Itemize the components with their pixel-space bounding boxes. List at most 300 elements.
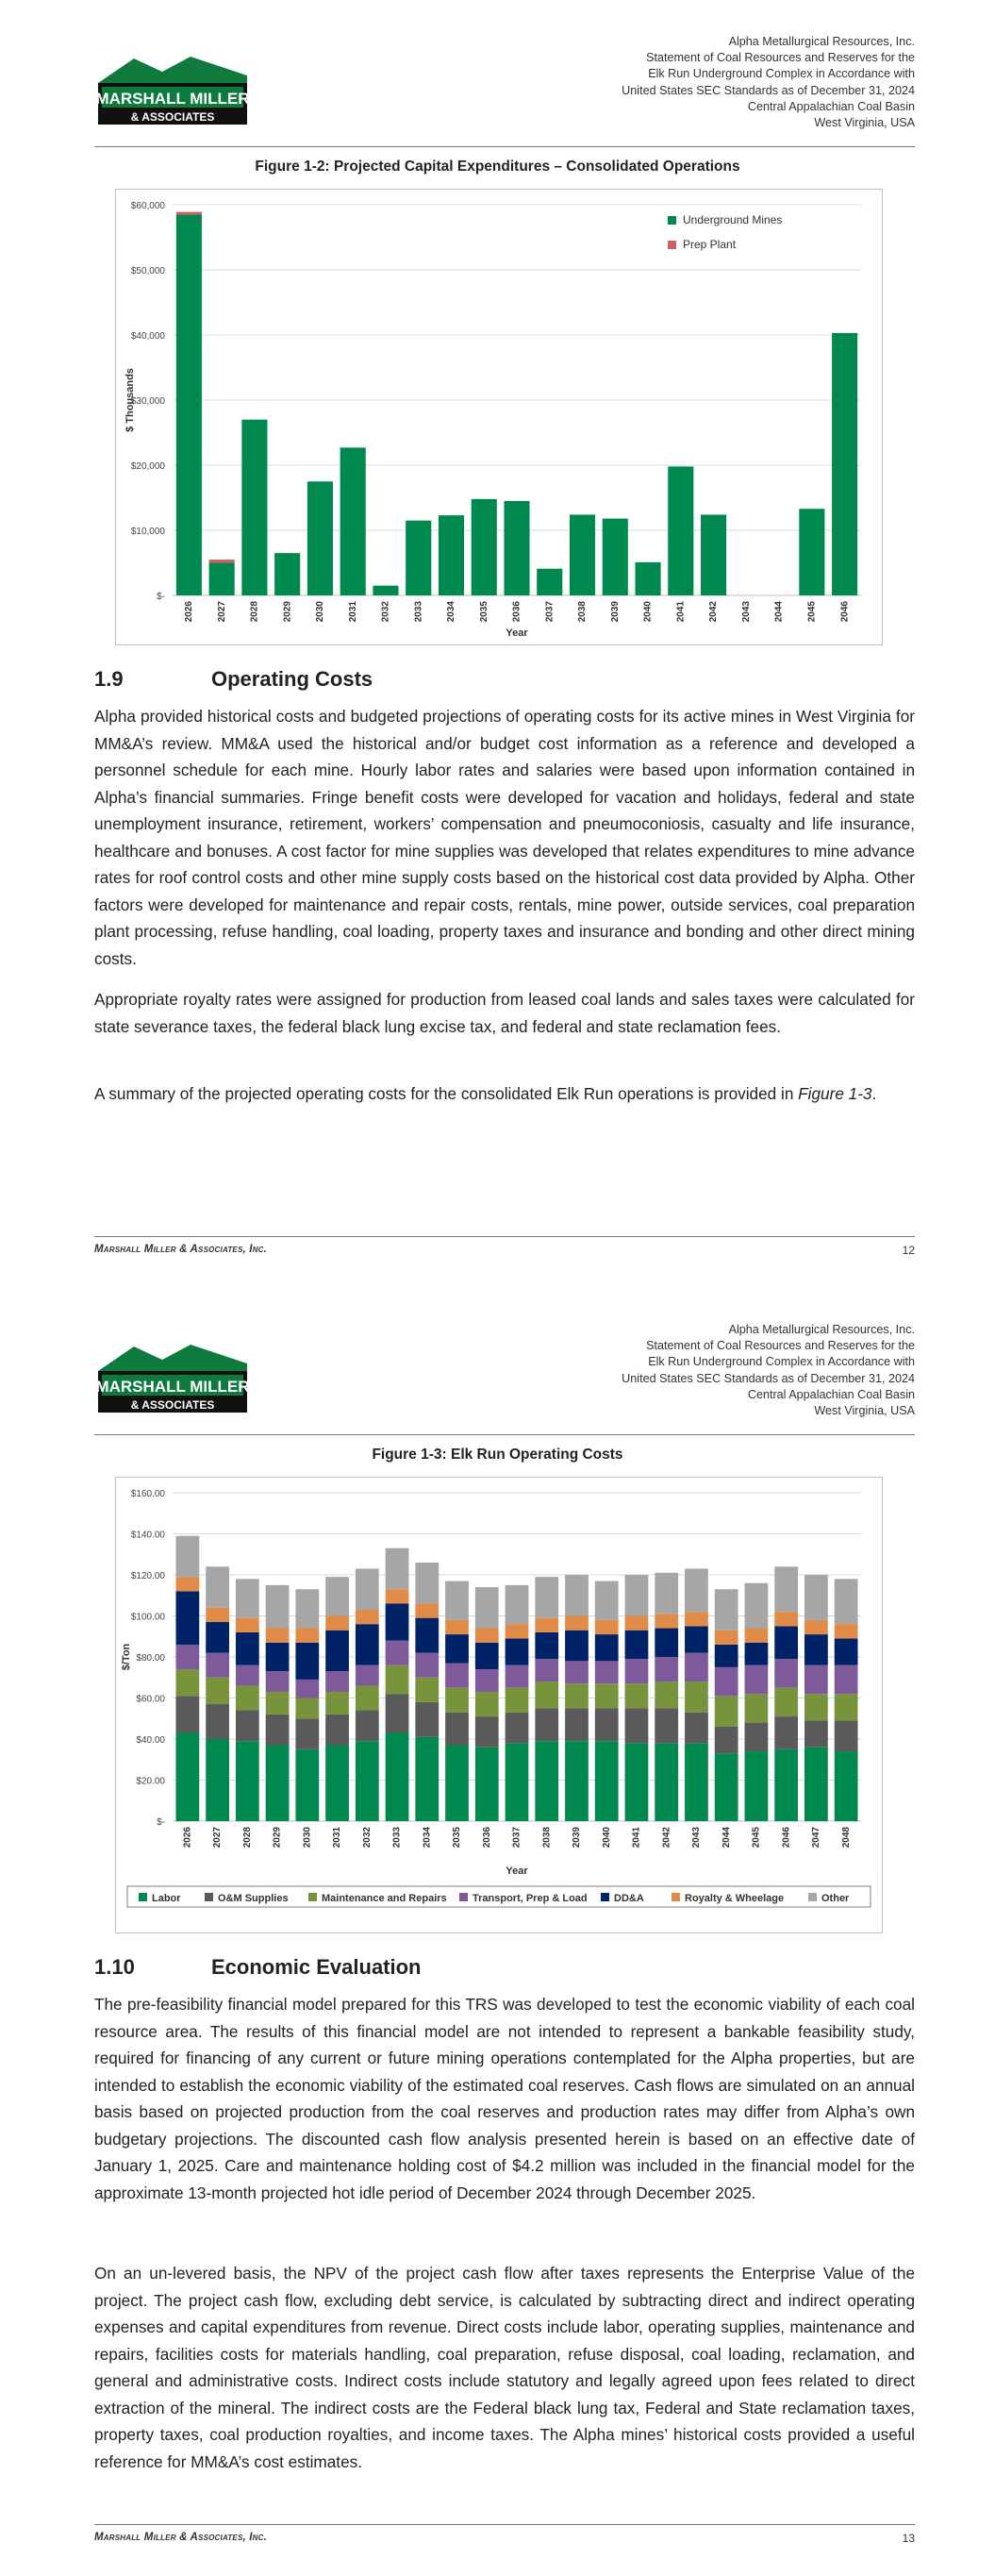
header-line: Alpha Metallurgical Resources, Inc. — [728, 35, 915, 48]
y-tick-label: $140.00 — [130, 1530, 165, 1541]
bar-segment — [386, 1665, 409, 1694]
bar-segment — [715, 1727, 738, 1753]
bar-segment — [295, 1680, 319, 1698]
bar-segment — [206, 1704, 229, 1739]
bar-segment — [804, 1748, 828, 1821]
x-tick-label: 2046 — [781, 1827, 792, 1848]
bar-segment — [236, 1741, 259, 1821]
bar-segment — [415, 1737, 439, 1821]
bar-segment — [340, 447, 366, 595]
bar-segment — [415, 1603, 439, 1617]
x-tick-label: 2036 — [481, 1827, 492, 1848]
header-divider — [94, 1434, 915, 1435]
legend-swatch — [205, 1893, 213, 1901]
legend-label: Labor — [152, 1893, 181, 1904]
bar-segment — [386, 1641, 409, 1665]
bar-segment — [745, 1694, 769, 1722]
bar-segment — [595, 1708, 619, 1741]
bar-segment — [356, 1711, 379, 1742]
x-tick-label: 2044 — [773, 601, 785, 623]
header-line: Statement of Coal Resources and Reserves for the — [646, 51, 915, 65]
x-tick-label: 2034 — [446, 601, 457, 623]
bar-segment — [535, 1708, 558, 1741]
bar-segment — [595, 1581, 619, 1620]
bar-segment — [715, 1753, 738, 1821]
x-tick-label: 2047 — [811, 1827, 822, 1848]
y-tick-label: $160.00 — [130, 1489, 165, 1499]
bar-segment — [295, 1643, 319, 1680]
bar-segment — [236, 1711, 259, 1742]
bar-segment — [745, 1629, 769, 1643]
bar-segment — [715, 1589, 738, 1631]
bar-segment — [506, 1624, 529, 1638]
section-heading — [94, 1955, 422, 1980]
header-divider — [94, 146, 915, 147]
bar-segment — [175, 1669, 199, 1696]
page-number: 12 — [902, 1244, 915, 1257]
x-tick-label: 2031 — [347, 601, 358, 623]
bar-segment — [595, 1683, 619, 1708]
bar-segment — [295, 1718, 319, 1749]
x-tick-label: 2041 — [631, 1827, 642, 1848]
bar-segment — [386, 1694, 409, 1732]
bar-segment — [565, 1708, 589, 1741]
y-tick-label: $120.00 — [130, 1571, 165, 1581]
paragraph: Appropriate royalty rates were assigned for production from leased coal lands and sales taxes were calculated for state severance taxes, the federal black lung excise tax, and federal and state reclamation fees. — [94, 990, 915, 1036]
bar-segment — [475, 1587, 499, 1629]
bar-segment — [535, 1681, 558, 1708]
bar-segment — [475, 1748, 499, 1821]
y-tick-label: $50,000 — [130, 266, 165, 276]
bar-segment — [603, 519, 628, 595]
x-tick-label: 2040 — [601, 1827, 612, 1848]
bar-segment — [295, 1698, 319, 1719]
bar-segment — [356, 1665, 379, 1686]
section-title: Economic Evaluation — [211, 1955, 422, 1979]
bar-segment — [475, 1643, 499, 1669]
bar-segment — [325, 1671, 349, 1692]
paragraph: Alpha provided historical costs and budgeted projections of operating costs for its active mines in West Virginia for MM&A’s review. MM&A used the historical and/or budget cost information as a reference and developed a personnel schedule for each mine. Hourly labor rates and salaries were based upon information contained in Alpha’s financial summaries. Fringe benefit costs were developed for vacation and holidays, federal and state unemployment insurance, retirement, workers’ compensation and pneumoconiosis, casualty and life insurance, healthcare and bonuses. A cost factor for mine supplies was developed that relates expenditures to mine advance rates for roof control costs and other mine supply costs based on the historical cost data provided by Alpha. Other factors were developed for maintenance and repair costs, rentals, mine power, outside services, coal preparation plant processing, refuse handling, coal loading, property taxes and insurance and bonding and other direct mining costs. — [94, 707, 915, 968]
bar-segment — [266, 1715, 290, 1746]
legend-label: Underground Mines — [683, 213, 783, 226]
x-tick-label: 2042 — [708, 601, 720, 623]
bar-segment — [685, 1612, 708, 1626]
section-title: Operating Costs — [211, 667, 373, 691]
y-tick-label: $20.00 — [136, 1776, 165, 1787]
bar-segment — [206, 1653, 229, 1678]
bar-segment — [356, 1610, 379, 1624]
bar-segment — [415, 1653, 439, 1678]
bar-segment — [774, 1626, 798, 1659]
bar-segment — [655, 1573, 678, 1614]
svg-text:& ASSOCIATES: & ASSOCIATES — [130, 1398, 215, 1412]
bar-segment — [655, 1708, 678, 1743]
bar-segment — [595, 1620, 619, 1634]
bar-segment — [175, 1732, 199, 1821]
header-line: United States SEC Standards as of December 31, 2024 — [622, 1371, 915, 1385]
bar-segment — [266, 1629, 290, 1643]
x-tick-label: 2035 — [452, 1827, 463, 1848]
bar-segment — [565, 1661, 589, 1683]
bar-segment — [475, 1692, 499, 1716]
bar-segment — [176, 214, 202, 595]
bar-segment — [176, 212, 202, 215]
x-tick-label: 2032 — [361, 1827, 373, 1848]
x-tick-label: 2043 — [691, 1827, 703, 1848]
page-number: 13 — [902, 2532, 915, 2545]
legend-swatch — [672, 1893, 680, 1901]
bar-segment — [832, 333, 857, 595]
bar-segment — [535, 1618, 558, 1632]
bar-segment — [356, 1741, 379, 1821]
x-tick-label: 2044 — [721, 1827, 732, 1848]
bar-segment — [295, 1629, 319, 1643]
bar-segment — [236, 1665, 259, 1686]
header-line: Central Appalachian Coal Basin — [747, 1387, 915, 1401]
bar-segment — [506, 1713, 529, 1744]
x-axis-title: Year — [506, 627, 528, 639]
figure-reference[interactable]: Figure 1-3 — [798, 1084, 872, 1103]
bar-segment — [570, 514, 595, 595]
bar-segment — [506, 1743, 529, 1821]
bar-segment — [774, 1659, 798, 1687]
bar-segment — [835, 1638, 858, 1664]
bar-segment — [701, 514, 726, 595]
y-axis-title: $ Thousands — [124, 368, 136, 432]
bar-segment — [835, 1624, 858, 1638]
bar-segment — [685, 1681, 708, 1713]
x-tick-label: 2027 — [212, 1827, 224, 1848]
bar-segment — [655, 1681, 678, 1708]
bar-segment — [565, 1683, 589, 1708]
paragraph: On an un-levered basis, the NPV of the project cash flow after taxes represents the Enterprise Value of the project. The project cash flow, excluding debt service, is calculated by subtracting direct and indirect operating expenses and capital expenditures from revenue. Direct costs include labor, operating supplies, maintenance and repairs, facilities costs for materials handling, coal preparation, refuse disposal, coal loading, reclamation, and general and administrative costs. Indirect costs include statutory and legally agreed upon fees related to direct extraction of the mineral. The indirect costs are the Federal black lung tax, Federal and State reclamation taxes, property taxes, coal production royalties, and income taxes. The Alpha mines’ historical costs provided a useful reference for MM&A’s cost estimates. — [94, 2264, 915, 2471]
legend-swatch — [139, 1893, 147, 1901]
bar-segment — [472, 499, 497, 595]
bar-segment — [241, 420, 267, 595]
bar-segment — [415, 1563, 439, 1604]
y-tick-label: $10,000 — [130, 527, 165, 537]
bar-segment — [595, 1741, 619, 1821]
bar-segment — [715, 1667, 738, 1696]
bar-segment — [445, 1620, 469, 1634]
bar-segment — [685, 1653, 708, 1681]
bar-segment — [236, 1685, 259, 1710]
bar-segment — [209, 563, 235, 596]
bar-segment — [445, 1634, 469, 1663]
x-tick-label: 2038 — [577, 601, 589, 623]
header-line: Statement of Coal Resources and Reserves for the — [646, 1339, 915, 1353]
x-tick-label: 2048 — [840, 1827, 852, 1848]
x-tick-label: 2029 — [272, 1827, 283, 1848]
x-tick-label: 2029 — [282, 601, 293, 623]
bar-segment — [835, 1579, 858, 1624]
y-tick-label: $100.00 — [130, 1612, 165, 1623]
bar-segment — [655, 1743, 678, 1821]
bar-segment — [835, 1751, 858, 1821]
bar-segment — [835, 1665, 858, 1694]
paragraph — [94, 1080, 915, 1108]
x-tick-label: 2026 — [182, 1827, 193, 1848]
bar-segment — [635, 562, 660, 595]
x-tick-label: 2037 — [511, 1827, 522, 1848]
bar-segment — [415, 1678, 439, 1702]
legend-swatch — [808, 1893, 817, 1901]
bar-segment — [804, 1665, 828, 1694]
bar-segment — [685, 1626, 708, 1652]
page-header — [622, 34, 915, 131]
x-tick-label: 2035 — [478, 601, 489, 623]
legend-label: O&M Supplies — [218, 1893, 289, 1904]
bar-segment — [745, 1643, 769, 1665]
x-tick-label: 2033 — [413, 601, 424, 623]
svg-text:MARSHALL MILLER: MARSHALL MILLER — [96, 1378, 249, 1396]
footer-company: Marshall Miller & Associates, Inc. — [94, 1244, 268, 1255]
bar-segment — [236, 1632, 259, 1665]
header-line: West Virginia, USA — [814, 116, 915, 130]
bar-segment — [774, 1716, 798, 1749]
bar-segment — [274, 553, 300, 595]
y-tick-label: $- — [157, 592, 165, 602]
bar-segment — [445, 1581, 469, 1620]
bar-segment — [774, 1749, 798, 1821]
bar-segment — [206, 1739, 229, 1821]
figure-title: Figure 1-3: Elk Run Operating Costs — [372, 1447, 623, 1463]
header-line: Alpha Metallurgical Resources, Inc. — [728, 1323, 915, 1336]
x-tick-label: 2045 — [806, 601, 818, 623]
bar-segment — [504, 501, 529, 595]
bar-segment — [206, 1608, 229, 1622]
legend-label: Prep Plant — [683, 238, 737, 251]
bar-segment — [625, 1708, 649, 1743]
operating-cost-chart — [115, 1477, 883, 1933]
paragraph: The pre-feasibility financial model prepared for this TRS was developed to test the economic viability of each coal resource area. The results of this financial model are not intended to represent a bankable feasibility study, required for financing of any current or future mining operations contemplated for the Alpha properties, but are intended to establish the economic viability of the estimated coal reserves. Cash flows are simulated on an annual basis based on projected production from the coal reserves and production rates may differ from Alpha’s own budgetary projections. The discounted cash flow analysis presented herein is based on an effective date of January 1, 2025. Care and maintenance holding cost of $4.2 million was included in the financial model for the approximate 13-month projected hot idle period of December 2024 through December 2025. — [94, 1995, 915, 2202]
legend-label: Transport, Prep & Load — [473, 1893, 588, 1904]
x-tick-label: 2043 — [740, 601, 752, 623]
bar-segment — [799, 509, 824, 595]
bar-segment — [804, 1575, 828, 1620]
bar-segment — [406, 521, 431, 595]
bar-segment — [386, 1589, 409, 1603]
x-tick-label: 2032 — [380, 601, 391, 623]
bar-segment — [475, 1669, 499, 1692]
x-tick-label: 2033 — [391, 1827, 403, 1848]
y-tick-label: $40.00 — [136, 1735, 165, 1746]
legend-swatch — [668, 241, 676, 249]
bar-segment — [415, 1618, 439, 1653]
bar-segment — [655, 1614, 678, 1628]
bar-segment — [356, 1685, 379, 1710]
capex-chart — [115, 189, 883, 645]
bar-segment — [475, 1716, 499, 1748]
bar-segment — [266, 1585, 290, 1629]
bar-segment — [835, 1694, 858, 1720]
x-tick-label: 2036 — [511, 601, 522, 623]
x-tick-label: 2027 — [216, 601, 227, 623]
bar-segment — [415, 1702, 439, 1737]
bar-segment — [685, 1713, 708, 1744]
header-line: West Virginia, USA — [814, 1404, 915, 1418]
bar-segment — [535, 1741, 558, 1821]
bar-segment — [774, 1566, 798, 1612]
bar-segment — [715, 1645, 738, 1667]
bar-segment — [206, 1622, 229, 1653]
y-tick-label: $20,000 — [130, 461, 165, 472]
svg-text:& ASSOCIATES: & ASSOCIATES — [130, 110, 215, 124]
legend-label: Other — [821, 1893, 850, 1904]
bar-segment — [445, 1688, 469, 1713]
bar-segment — [745, 1751, 769, 1821]
bar-segment — [386, 1732, 409, 1821]
header-line: Central Appalachian Coal Basin — [747, 99, 915, 113]
bar-segment — [307, 481, 333, 595]
bar-segment — [535, 1659, 558, 1681]
bar-segment — [445, 1713, 469, 1746]
y-tick-label: $- — [157, 1817, 165, 1828]
svg-text:MARSHALL MILLER: MARSHALL MILLER — [96, 90, 249, 108]
bar-segment — [595, 1661, 619, 1683]
bar-segment — [774, 1612, 798, 1626]
section-number: 1.9 — [94, 667, 124, 691]
x-tick-label: 2026 — [184, 601, 195, 623]
bar-segment — [236, 1579, 259, 1617]
bar-segment — [535, 1632, 558, 1659]
bar-segment — [625, 1575, 649, 1616]
bar-segment — [506, 1665, 529, 1688]
bar-segment — [295, 1749, 319, 1821]
operating-cost-chart-svg — [116, 1478, 882, 1932]
y-tick-label: $40,000 — [130, 331, 165, 342]
bar-segment — [625, 1659, 649, 1683]
x-tick-label: 2028 — [249, 601, 260, 623]
bar-segment — [625, 1683, 649, 1708]
x-tick-label: 2034 — [422, 1827, 433, 1848]
legend-label: Royalty & Wheelage — [685, 1893, 785, 1904]
bar-segment — [175, 1591, 199, 1645]
bar-segment — [445, 1746, 469, 1821]
bar-segment — [625, 1631, 649, 1659]
bar-segment — [325, 1715, 349, 1746]
bar-segment — [206, 1678, 229, 1704]
y-tick-label: $80.00 — [136, 1653, 165, 1664]
x-tick-label: 2040 — [642, 601, 654, 623]
bar-segment — [386, 1603, 409, 1640]
bar-segment — [774, 1688, 798, 1716]
bar-segment — [206, 1566, 229, 1608]
bar-segment — [266, 1671, 290, 1692]
bar-segment — [804, 1720, 828, 1747]
bar-segment — [668, 466, 693, 595]
bar-segment — [745, 1665, 769, 1694]
header-line: Elk Run Underground Complex in Accordance with — [648, 1355, 915, 1369]
header-line: Elk Run Underground Complex in Accordance with — [648, 67, 915, 81]
legend-swatch — [308, 1893, 317, 1901]
bar-segment — [266, 1746, 290, 1821]
page-13 — [0, 1288, 995, 2576]
section-number: 1.10 — [94, 1955, 135, 1979]
y-axis-title: $/Ton — [121, 1643, 132, 1671]
x-tick-label: 2030 — [315, 601, 326, 623]
bar-segment — [386, 1548, 409, 1590]
y-tick-label: $60.00 — [136, 1694, 165, 1705]
x-tick-label: 2042 — [661, 1827, 672, 1848]
x-tick-label: 2045 — [751, 1827, 762, 1848]
bar-segment — [475, 1629, 499, 1643]
footer-company: Marshall Miller & Associates, Inc. — [94, 2532, 268, 2543]
bar-segment — [565, 1741, 589, 1821]
x-tick-label: 2031 — [332, 1827, 343, 1848]
bar-segment — [373, 586, 398, 595]
bar-segment — [535, 1577, 558, 1618]
bar-segment — [745, 1583, 769, 1629]
x-tick-label: 2039 — [609, 601, 621, 623]
bar-segment — [804, 1694, 828, 1720]
bar-segment — [175, 1696, 199, 1732]
bar-segment — [175, 1645, 199, 1669]
x-tick-label: 2038 — [541, 1827, 553, 1848]
bar-segment — [325, 1692, 349, 1715]
bar-segment — [655, 1629, 678, 1657]
bar-segment — [537, 569, 562, 595]
bar-segment — [595, 1634, 619, 1661]
x-tick-label: 2041 — [675, 601, 687, 623]
legend-swatch — [459, 1893, 468, 1901]
x-axis-title: Year — [506, 1865, 528, 1877]
figure-title: Figure 1-2: Projected Capital Expenditures – Consolidated Operations — [255, 159, 740, 175]
bar-segment — [209, 560, 235, 562]
x-tick-label: 2030 — [302, 1827, 313, 1848]
legend-label: DD&A — [614, 1893, 644, 1904]
capex-chart-svg — [116, 190, 882, 644]
company-logo — [96, 55, 249, 126]
bar-segment — [356, 1624, 379, 1665]
x-tick-label: 2028 — [241, 1827, 253, 1848]
x-tick-label: 2046 — [839, 601, 851, 623]
bar-segment — [565, 1616, 589, 1631]
bar-segment — [506, 1585, 529, 1624]
bar-segment — [715, 1631, 738, 1645]
bar-segment — [325, 1616, 349, 1631]
bar-segment — [685, 1568, 708, 1612]
bar-segment — [625, 1616, 649, 1631]
y-tick-label: $30,000 — [130, 396, 165, 407]
bar-segment — [506, 1688, 529, 1713]
legend-swatch — [601, 1893, 609, 1901]
summary-end: . — [871, 1084, 877, 1103]
bar-segment — [325, 1631, 349, 1672]
bar-segment — [175, 1536, 199, 1578]
section-heading — [94, 667, 373, 692]
bar-segment — [506, 1638, 529, 1664]
bar-segment — [266, 1692, 290, 1715]
company-logo — [96, 1343, 249, 1414]
bar-segment — [325, 1746, 349, 1821]
x-tick-label: 2039 — [572, 1827, 583, 1848]
bar-segment — [295, 1589, 319, 1628]
bar-segment — [445, 1664, 469, 1688]
footer-divider — [94, 1236, 915, 1237]
bar-segment — [804, 1634, 828, 1665]
bar-segment — [439, 515, 464, 595]
bar-segment — [745, 1723, 769, 1751]
bar-segment — [565, 1575, 589, 1616]
bar-segment — [804, 1620, 828, 1634]
bar-segment — [266, 1643, 290, 1671]
y-tick-label: $60,000 — [130, 201, 165, 211]
bar-segment — [835, 1720, 858, 1751]
bar-segment — [625, 1743, 649, 1821]
bar-segment — [565, 1631, 589, 1662]
bar-segment — [175, 1577, 199, 1591]
